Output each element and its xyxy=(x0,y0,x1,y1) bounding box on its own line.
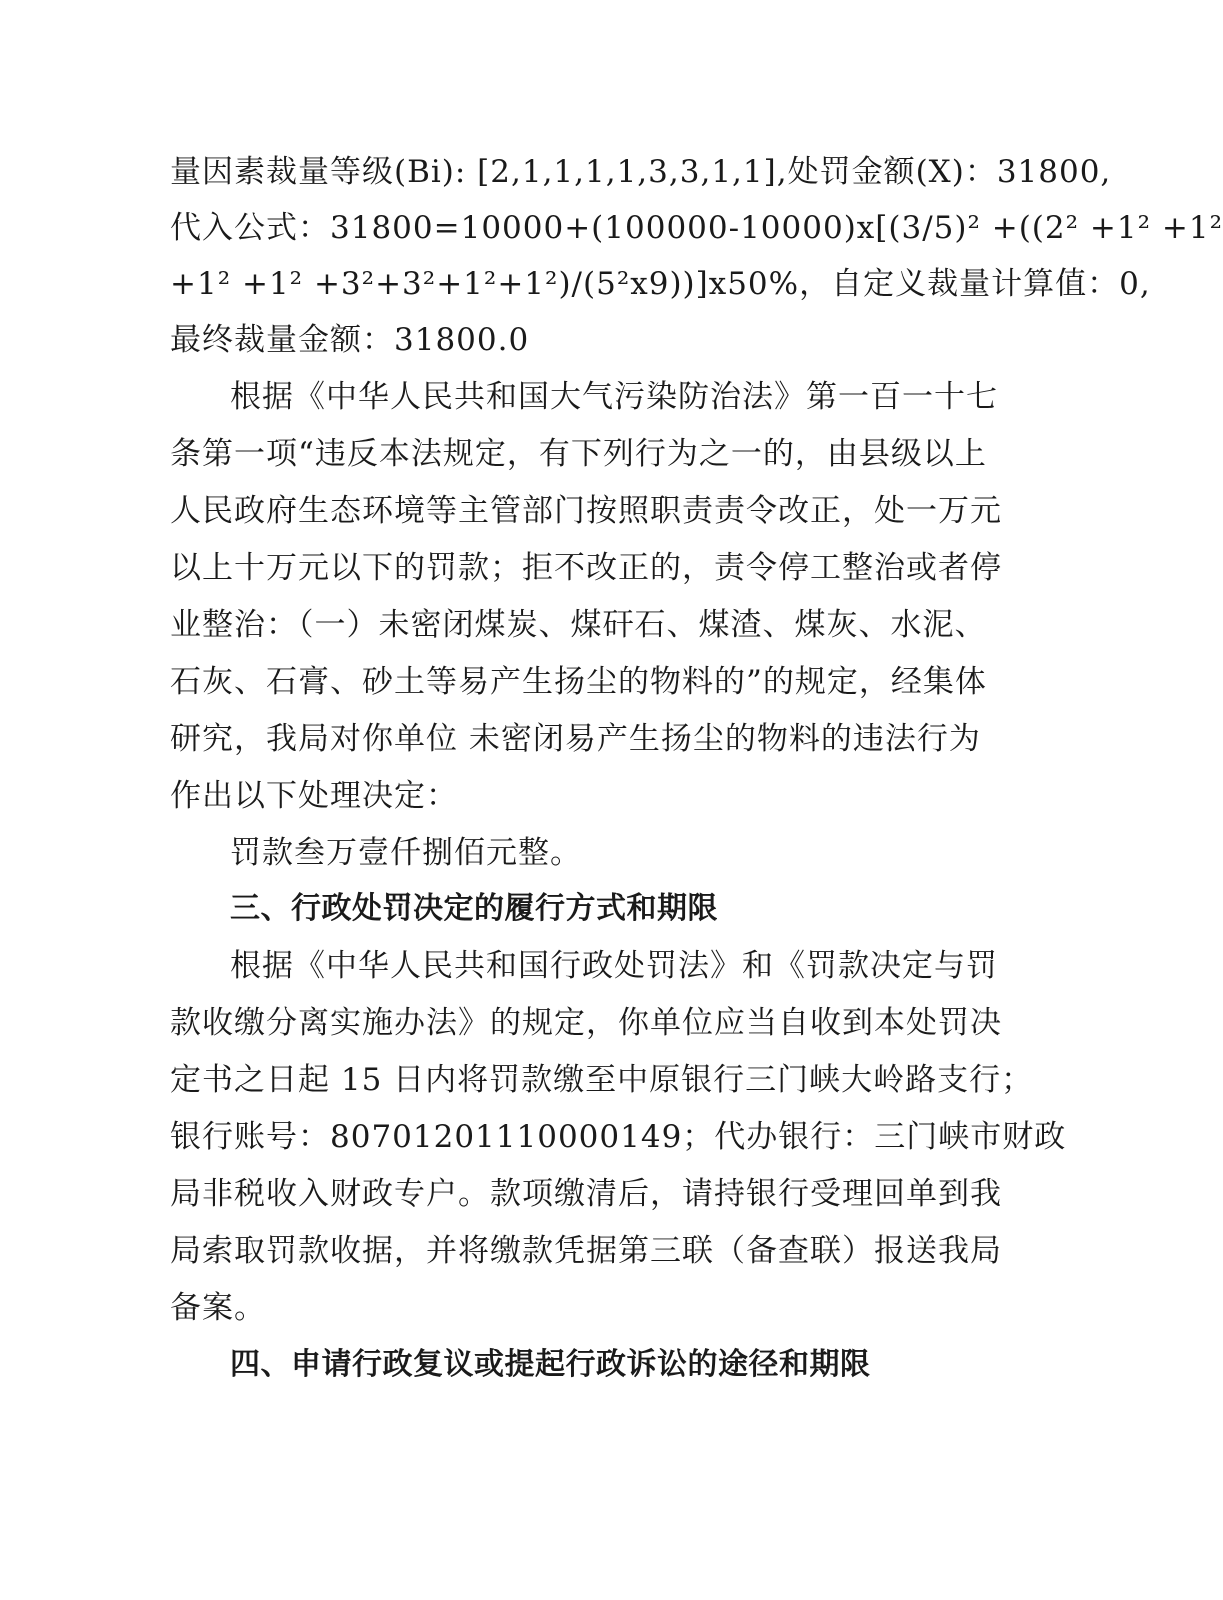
payment-line-4: 银行账号：80701201110000149；代办银行：三门峡市财政 xyxy=(170,1119,1067,1155)
payment-line-1: 根据《中华人民共和国行政处罚法》和《罚款决定与罚 xyxy=(230,948,998,984)
formula-line-3: +1² +1² +3²+3²+1²+1²)/(5²x9))]x50%，自定义裁量计算值：0, xyxy=(170,266,1151,302)
formula-line-4: 最终裁量金额：31800.0 xyxy=(170,322,530,358)
basis-line-2: 条第一项“违反本法规定，有下列行为之一的，由县级以上 xyxy=(170,436,987,472)
basis-line-1: 根据《中华人民共和国大气污染防治法》第一百一十七 xyxy=(230,379,998,415)
payment-line-6: 局索取罚款收据，并将缴款凭据第三联（备查联）报送我局 xyxy=(170,1233,1002,1269)
payment-line-5: 局非税收入财政专户。款项缴清后，请持银行受理回单到我 xyxy=(170,1176,1002,1212)
basis-line-6: 石灰、石膏、砂土等易产生扬尘的物料的”的规定，经集体 xyxy=(170,664,987,700)
formula-line-1: 量因素裁量等级(Bi): [2,1,1,1,1,3,3,1,1],处罚金额(X)：31800, xyxy=(170,154,1112,190)
payment-line-2: 款收缴分离实施办法》的规定，你单位应当自收到本处罚决 xyxy=(170,1005,1002,1041)
formula-line-2: 代入公式：31800=10000+(100000-10000)x[(3/5)² +((2² +1² +1² xyxy=(170,210,1223,246)
payment-line-3: 定书之日起 15 日内将罚款缴至中原银行三门峡大岭路支行； xyxy=(170,1062,1034,1098)
payment-line-7: 备案。 xyxy=(170,1290,266,1326)
basis-line-3: 人民政府生态环境等主管部门按照职责责令改正，处一万元 xyxy=(170,493,1002,529)
penalty-decision: 罚款叁万壹仟捌佰元整。 xyxy=(230,835,582,871)
basis-line-7: 研究，我局对你单位 未密闭易产生扬尘的物料的违法行为 xyxy=(170,721,981,757)
section-heading-4: 四、申请行政复议或提起行政诉讼的途径和期限 xyxy=(230,1347,871,1382)
basis-line-5: 业整治：（一）未密闭煤炭、煤矸石、煤渣、煤灰、水泥、 xyxy=(170,607,987,643)
basis-line-4: 以上十万元以下的罚款；拒不改正的，责令停工整治或者停 xyxy=(170,550,1002,586)
basis-line-8: 作出以下处理决定： xyxy=(170,778,458,814)
section-heading-3: 三、行政处罚决定的履行方式和期限 xyxy=(230,891,718,926)
